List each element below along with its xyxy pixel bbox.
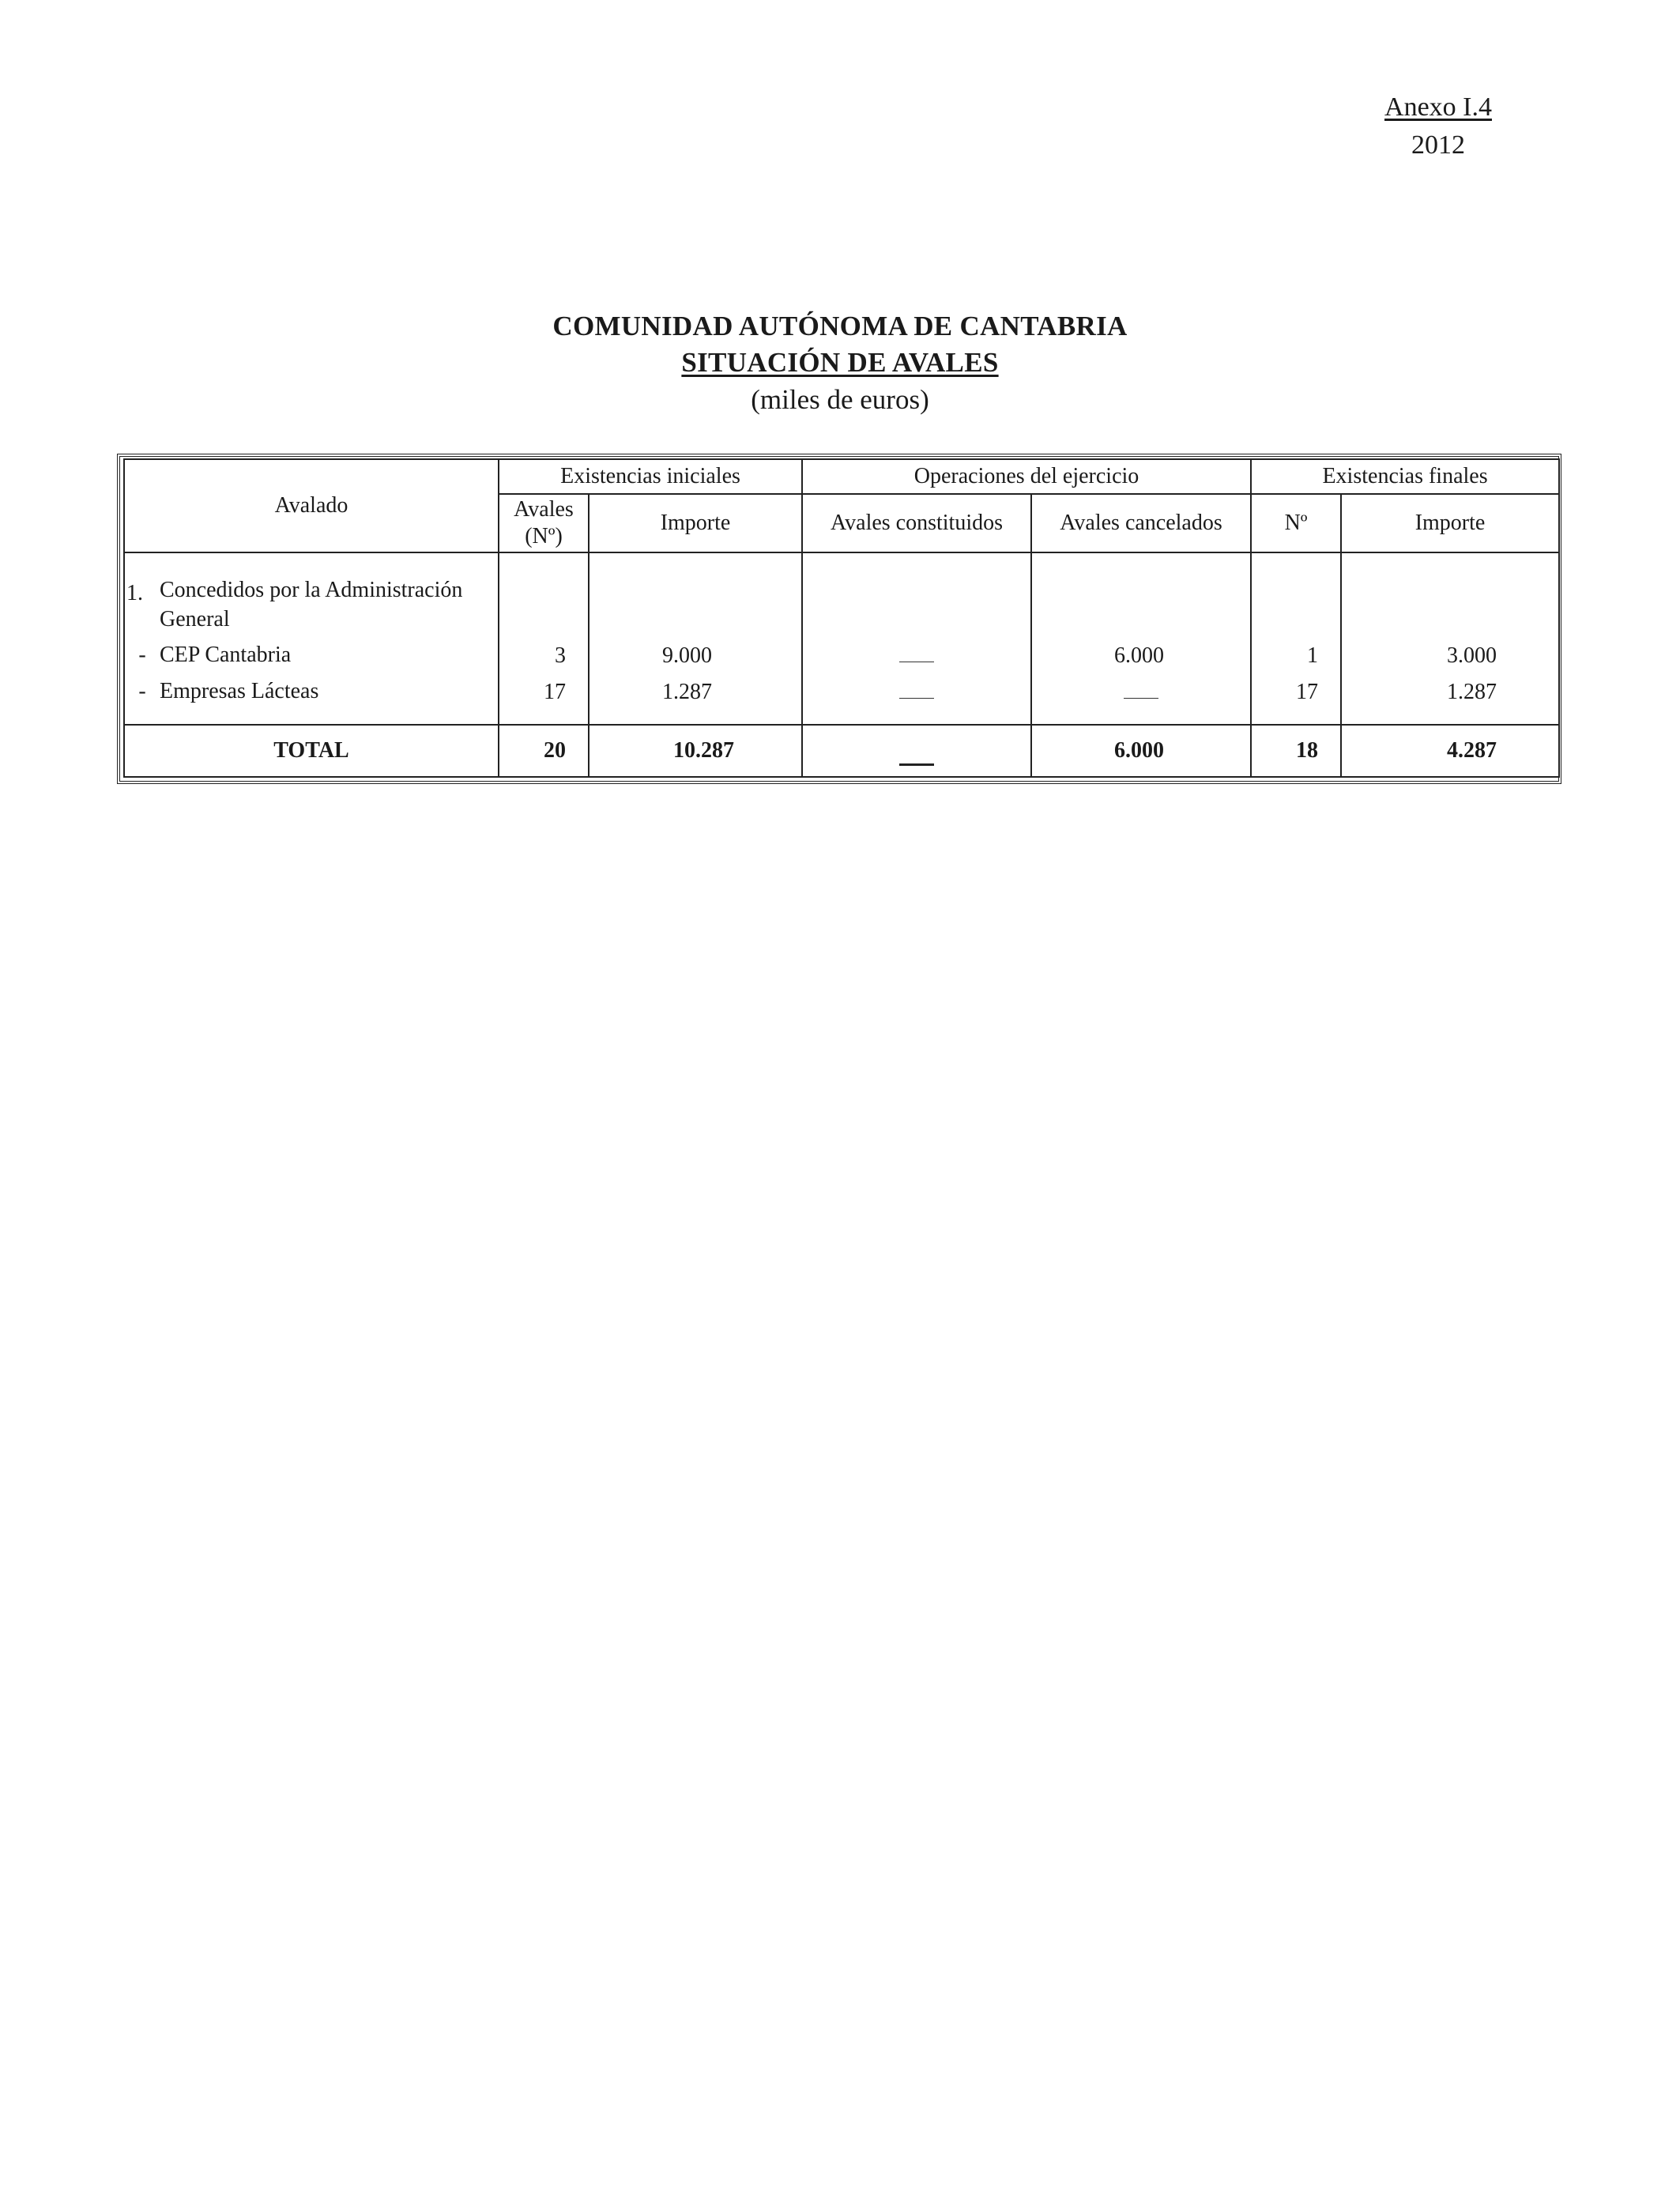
col-group-initial: Existencias iniciales — [499, 459, 802, 494]
annex-label — [1359, 89, 1517, 164]
annex-reference: Anexo I.4 — [1384, 92, 1492, 122]
value-importe-initial: 1.287 — [662, 680, 712, 704]
value-avales-no: 17 — [544, 680, 566, 704]
empty-value-dash — [899, 638, 934, 662]
empty-value-dash — [899, 737, 934, 766]
cell-no-final — [1251, 552, 1341, 725]
table-row — [125, 637, 498, 673]
cell-avales-no — [499, 552, 589, 725]
value-no-final: 17 — [1296, 680, 1319, 704]
table-body — [124, 552, 1559, 725]
col-header-avales-no — [499, 494, 589, 552]
total-cancelados: 6.000 — [1031, 725, 1251, 777]
value-importe-initial: 9.000 — [662, 643, 712, 668]
total-avales-no: 20 — [499, 725, 589, 777]
section-label-line1: Concedidos por la Administración — [160, 578, 463, 602]
value-importe-final: 1.287 — [1447, 680, 1497, 704]
document-header — [0, 308, 1680, 419]
document-subtitle: SITUACIÓN DE AVALES — [681, 347, 999, 378]
annex-year: 2012 — [1411, 130, 1465, 160]
document-title: COMUNIDAD AUTÓNOMA DE CANTABRIA — [552, 311, 1128, 341]
total-row — [124, 725, 1559, 777]
empty-value-dash — [899, 674, 934, 699]
total-no-final: 18 — [1251, 725, 1341, 777]
cell-cancelados — [1031, 552, 1251, 725]
col-header-avales-no-line1: Avales — [514, 497, 574, 522]
value-cancelados: 6.000 — [1114, 643, 1165, 668]
col-header-constituidos: Avales constituidos — [802, 494, 1031, 552]
row-name: Empresas Lácteas — [160, 679, 319, 703]
row-bullet: - — [138, 643, 146, 667]
col-header-cancelados: Avales cancelados — [1031, 494, 1251, 552]
guarantees-table — [123, 458, 1560, 778]
value-avales-no: 3 — [555, 643, 566, 668]
total-label: TOTAL — [124, 725, 499, 777]
value-no-final: 1 — [1307, 643, 1319, 668]
col-header-avalado: Avalado — [124, 459, 499, 552]
col-header-importe-final: Importe — [1341, 494, 1559, 552]
row-name: CEP Cantabria — [160, 643, 292, 667]
cell-importe-final — [1341, 552, 1559, 725]
col-group-final: Existencias finales — [1251, 459, 1559, 494]
total-importe-initial: 10.287 — [589, 725, 802, 777]
cell-avalado — [124, 552, 499, 725]
col-header-avales-no-line2: (Nº) — [525, 524, 563, 548]
value-importe-final: 3.000 — [1447, 643, 1497, 668]
row-bullet: - — [138, 679, 146, 703]
col-header-importe-initial: Importe — [589, 494, 802, 552]
section-label-line2: General — [160, 607, 230, 631]
cell-constituidos — [802, 552, 1031, 725]
col-group-operations: Operaciones del ejercicio — [802, 459, 1251, 494]
unit-note: (miles de euros) — [751, 384, 929, 415]
total-importe-final: 4.287 — [1341, 725, 1559, 777]
cell-importe-initial — [589, 552, 802, 725]
col-header-no-final: Nº — [1251, 494, 1341, 552]
table-row — [125, 673, 498, 710]
empty-value-dash — [1124, 674, 1158, 699]
section-number: 1. — [126, 581, 143, 605]
